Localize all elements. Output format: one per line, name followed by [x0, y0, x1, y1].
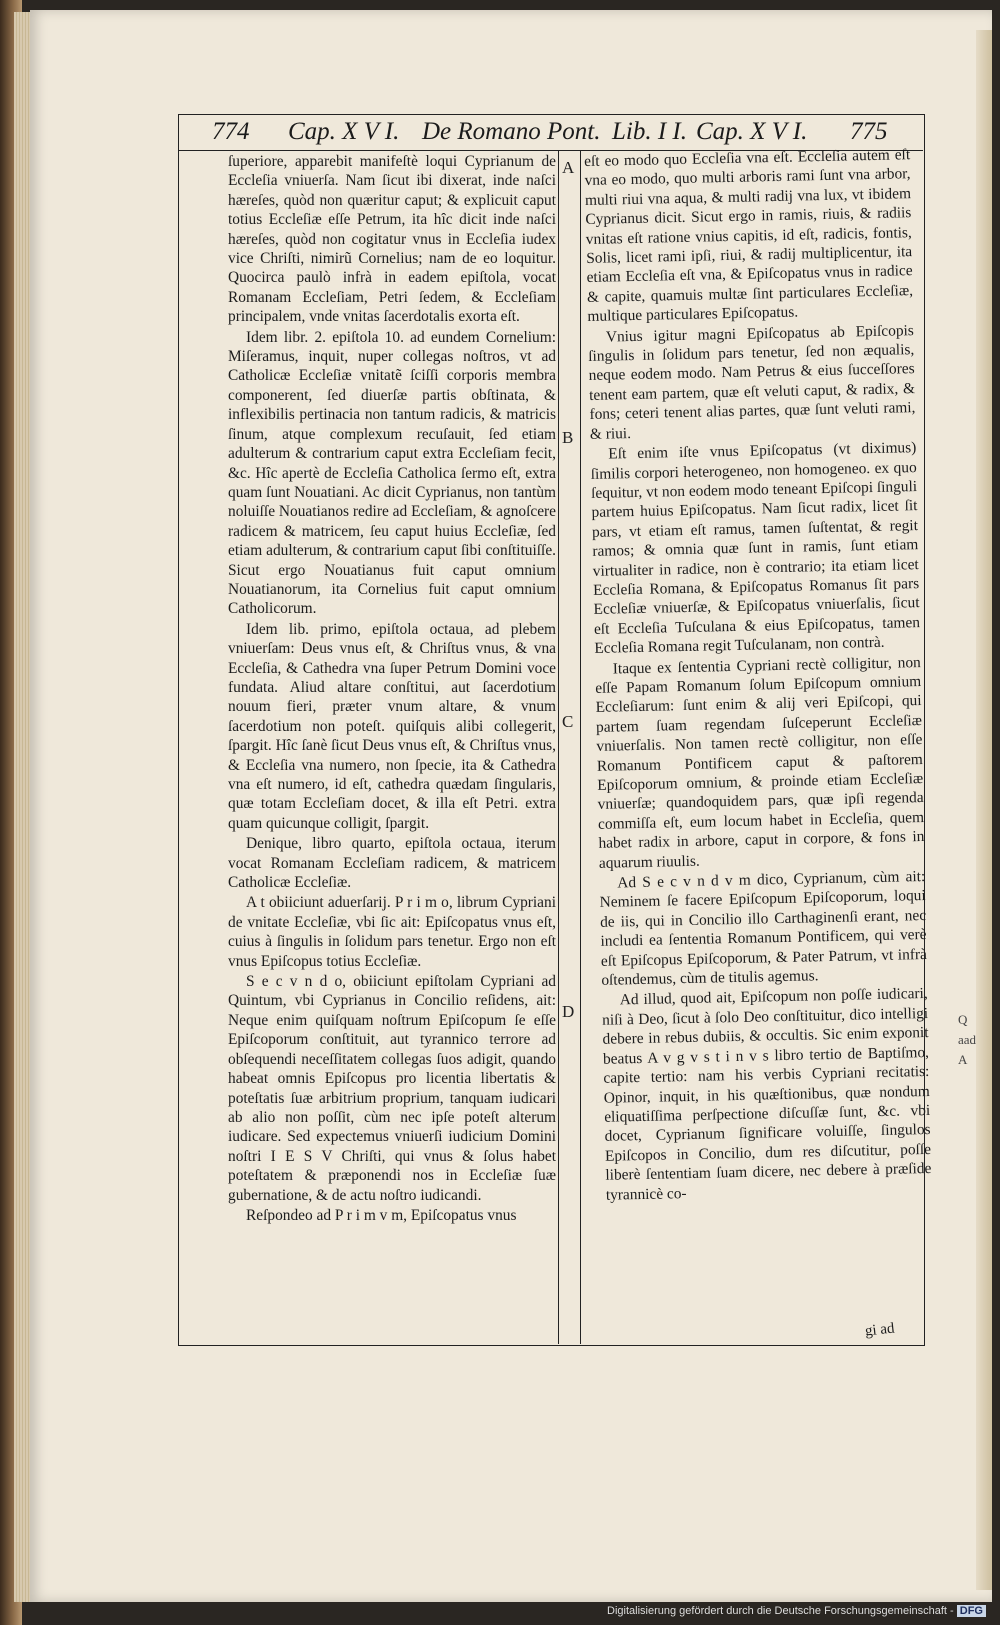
- running-header: [210, 118, 910, 148]
- paragraph: Itaque ex ſententia Cypriani rectè colligitur, non eſſe Papam Romanum ſolum Epiſcopum omnium Eccleſiarum: ſunt enim & alij veri Epiſcopi, qui partem ſuam regendam ſuſceperunt Eccleſiæ vniuerſalis. Non tamen rectè colligitur, non eſſe Romanum Pontificem caput & paſtorem Epiſcoporum omnium, & proinde etiam Eccleſiæ vniuerſæ; quandoquidem pars, quæ ipſi regenda commiſſa eſt, eum locum habet in Eccleſia, quem habet radix in arbore, caput in corpore, & fons in aquarum riuulis.: [595, 653, 925, 872]
- right-column: [584, 145, 932, 1206]
- paragraph: Idem lib. primo, epiſtola octaua, ad plebem vniuerſam: Deus vnus eſt, & Chriſtus vnus, & vna Eccleſia, & Cathedra vna ſuper Petrum Domini voce fundata. Aliud altare conſtitui, aut ſacerdotium nouum fieri, præter vnum altare, & vnum ſacerdotium non poteſt. quiſquis alibi collegerit, ſpargit. Hîc ſanè ſicut Deus vnus eſt, & Chriſtus vnus, & Eccleſia vna numero, non ſpecie, ita & Cathedra vna eſt numero, id eſt, cathedra quædam ſingularis, quæ totam Eccleſiam docet, & illa eſt Petri. extra quam quicunque colligit, ſpargit.: [228, 620, 557, 832]
- paragraph: Vnius igitur magni Epiſcopatus ab Epiſcopis ſingulis in ſolidum pars tenetur, ſed non æqualis, neque eodem modo. Nam Petrus & eius ſucceſſores tenent eam partem, quæ eſt veluti caput, & radix, & fons; ceteri tenent alias partes, quæ ſunt veluti rami, & riui.: [588, 321, 916, 443]
- margin-letter: A: [958, 1052, 968, 1067]
- section-marker-b: B: [562, 428, 574, 447]
- left-column: [228, 152, 556, 1226]
- section-marker-a: A: [562, 158, 575, 177]
- section-marker-d: D: [562, 1002, 575, 1021]
- paragraph: Reſpondeo ad P r i m v m, Epiſcopatus vnus: [246, 1206, 517, 1224]
- chapter-right: Cap. X V I.: [696, 118, 808, 145]
- page-edge-right: [976, 30, 992, 1590]
- paragraph: Eſt enim iſte vnus Epiſcopatus (vt diximus) ſimilis corpori heterogeneo, non homogeneo. ex quo ſequitur, vt non eodem modo teneant Epiſcopi ſinguli partem huius Epiſcopatus. Nam ſicut radix, licet ſit pars, vt etiam eſt ramus, tamen ſuſtentat, & regit ramos; & omnia quæ ſunt in ramis, ſunt etiam virtualiter in radice, non è contrario; ita etiam licet Eccleſia Romana, & Epiſcopatus Romanus ſit pars Eccleſiæ vniuerſæ, & Epiſcopatus vniuerſalis, ſicut eſt Eccleſia Tuſculana & eius Epiſcopatus, tamen Eccleſia Romana regit Tuſculanam, non contrà.: [590, 439, 921, 658]
- paragraph: Ad S e c v n d v m dico, Cyprianum, cùm ait: Neminem ſe facere Epiſcopum Epiſcoporum, loqui de iis, qui in Concilio illo Carthaginenſi erant, nec includi ea ſententia Romanum Pontificem, qui verè eſt Epiſcopus Epiſcoporum, & Pater Patrum, vt infrà oſtendemus, cùm de titulis agemus.: [599, 868, 928, 989]
- book-number: Lib. I I.: [612, 118, 687, 145]
- paragraph: ſuperiore, apparebit manifeſtè loqui Cyprianum de Eccleſia vniuerſa. Nam ſicut ibi dixerat, inde naſci hæreſes, quòd non quæritur caput; & explicuit caput totius Eccleſiæ eſſe Petrum, ita hîc dicit inde naſci hæreſes, quòd non cogitatur vnus in Eccleſia iudex vice Chriſti, nimirũ Cornelius; nam de eo loquitur. Quocirca paulò infrà in eadem epiſtola, vocat Romanam Eccleſiam, Petri ſedem, & Eccleſiam principalem, vnde vnitas ſacerdotalis exorta eſt.: [228, 153, 556, 326]
- chapter-left: Cap. X V I.: [288, 118, 400, 145]
- page-number-left: 774: [212, 118, 250, 145]
- running-title: De Romano Pont.: [422, 118, 601, 145]
- paragraph: eſt eo modo quo Eccleſia vna eſt. Eccleſia autem eſt vna eo modo, quo multi arboris rami ſunt vna arbor, multi riui vna aqua, & multi radij vna lux, vt ibidem Cyprianus dicit. Sicut ergo in ramis, riuis, & radiis vnitas eſt ratione vnius capitis, id eſt, radicis, fontis, Solis, licet rami ipſi, riui, & radij multiplicentur, ita etiam Eccleſia eſt vna, & Epiſcopatus vnus in radice & capite, quamuis multæ ſint particulares Eccleſiæ, multique particulares Epiſcopatus.: [584, 146, 914, 326]
- paragraph: Denique, libro quarto, epiſtola octaua, iterum vocat Romanam Eccleſiam radicem, & matricem Catholicæ Eccleſiæ.: [228, 835, 556, 892]
- catchword: gi ad: [864, 1320, 896, 1340]
- paragraph: Ad illud, quod ait, Epiſcopum non poſſe iudicari, niſi à Deo, ſicut à ſolo Deo conſtituitur, dico intelligi debere in rebus dubiis, & occultis. Sic enim exponit beatus A v g v s t i n v s libro tertio de Baptiſmo, capite tertio: nam his verbis Cypriani recitatis: Opinor, inquit, in his quæſtionibus, quæ nondum eliquatiſſima perſpectione diſcuſſæ ſunt, &c. vbi docet, Cyprianum ſignificare voluiſſe, ſingulos Epiſcopos in Concilio, dum res diſcutitur, poſſe liberè ſententiam ſuam dicere, nec debere à præſide tyrannicè co-: [602, 985, 932, 1204]
- page-number-right: 775: [850, 118, 888, 145]
- section-marker-c: C: [562, 712, 574, 731]
- column-rule-right: [580, 150, 581, 1344]
- margin-letter: aad: [958, 1032, 977, 1047]
- margin-letter: Q: [958, 1012, 968, 1027]
- footer-text: Digitalisierung gefördert durch die Deutsche Forschungsgemeinschaft -: [607, 1605, 954, 1617]
- paragraph: Idem libr. 2. epiſtola 10. ad eundem Cornelium: Miſeramus, inquit, nuper collegas noſtros, vt ad Catholicæ Eccleſiæ vnitatẽ ſciſſi corporis membra componerent, ſed diuerſæ partis obſtinata, & inflexibilis pertinacia non tantum radicis, & matricis ſinum, atque complexum recuſauit, ſed etiam adulterum & contrarium caput extra Eccleſiam fecit, &c. Hîc apertè de Eccleſia Catholica ſermo eſt, extra quam ſunt Nouatiani. Ac dicit Cyprianus, non tantùm noluiſſe Nouatianos redire ad Eccleſiam, & agnoſcere radicem & matricem, ſeu caput huius Eccleſiæ, ſed etiam adulterum, & contrarium caput ſibi conſtituiſſe. Sicut ergo Nouatianus fuit caput omnium Nouatianorum, ita Cornelius fuit caput omnium Catholicorum.: [228, 328, 556, 618]
- dfg-logo: DFG: [957, 1605, 986, 1617]
- column-rule-left: [558, 150, 559, 1344]
- digitization-footer: [607, 1605, 986, 1617]
- paragraph: S e c v n d o, obiiciunt epiſtolam Cypriani ad Quintum, vbi Cyprianus in Concilio reſidens, ait: Neque enim quiſquam noſtrum Epiſcopum ſe eſſe Epiſcoporum conſtituit, aut tyrannico terrore ad obſequendi neceſſitatem collegas ſuos adigit, quando habeat omnis Epiſcopus pro licentia libertatis & poteſtatis ſuæ arbitrium proprium, tanquam iudicari ab alio non poſſit, cùm nec ipſe poteſt alterum iudicare. Sed expectemus vniuerſi iudicium Domini noſtri I E S V Chriſti, qui vnus & ſolus habet poteſtatem & præponendi nos in Eccleſiæ ſuæ gubernatione, & de actu noſtro iudicandi.: [228, 973, 556, 1204]
- paragraph: A t obiiciunt aduerſarij. P r i m o, librum Cypriani de vnitate Eccleſiæ, vbi ſic ait: Epiſcopatus vnus eſt, cuius à ſingulis in ſolidum pars tenetur. Ergo non eſt vnus Epiſcopus totius Eccleſiæ.: [228, 894, 556, 970]
